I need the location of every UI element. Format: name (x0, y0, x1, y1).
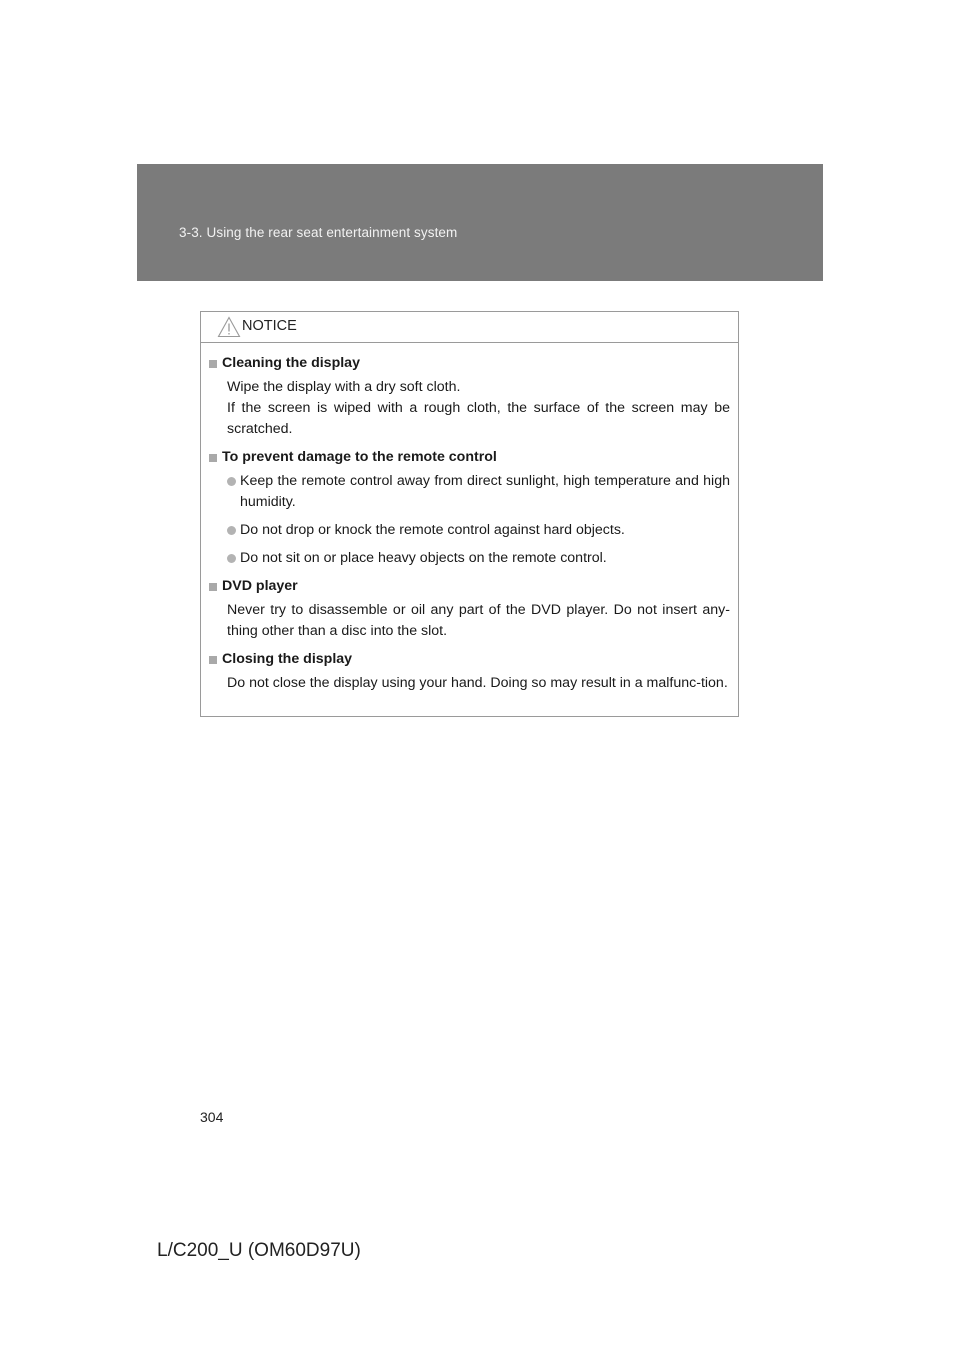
notice-label: NOTICE (242, 318, 297, 334)
section-title: 3-3. Using the rear seat entertainment system (179, 225, 458, 240)
bullet-text: Keep the remote control away from direct sunlight, high temperature and high humidity. (240, 473, 730, 510)
section-heading: Cleaning the display (222, 355, 360, 371)
paragraph: Wipe the display with a dry soft cloth. (227, 379, 461, 395)
paragraph: Do not close the display using your hand. Doing so may result in a malfunc-tion. (227, 675, 728, 691)
section-header-band (137, 164, 823, 281)
bullet-dot (227, 477, 236, 486)
warning-triangle-icon (217, 316, 241, 338)
paragraph: Never try to disassemble or oil any part of the DVD player. Do not insert any-thing other than a disc into the slot. (227, 602, 730, 639)
square-marker (209, 656, 217, 664)
square-marker (209, 360, 217, 368)
square-marker (209, 583, 217, 591)
bullet-dot (227, 526, 236, 535)
paragraph: If the screen is wiped with a rough cloth, the surface of the screen may be scratched. (227, 400, 730, 437)
section-heading: Closing the display (222, 651, 353, 667)
bullet-text: Do not sit on or place heavy objects on the remote control. (240, 550, 607, 566)
bullet-dot (227, 554, 236, 563)
bullet-item (227, 520, 730, 541)
bullet-item (227, 548, 730, 569)
section-heading-row (209, 576, 730, 597)
notice-header (201, 312, 738, 343)
notice-body (201, 343, 738, 694)
footer-code: L/C200_U (OM60D97U) (157, 1240, 361, 1261)
section-heading: To prevent damage to the remote control (222, 449, 497, 465)
square-marker (209, 454, 217, 462)
section-heading: DVD player (222, 578, 298, 594)
notice-box (200, 311, 739, 717)
bullet-text: Do not drop or knock the remote control against hard objects. (240, 522, 625, 538)
section-heading-row (209, 649, 730, 670)
bullet-item (227, 471, 730, 513)
section-heading-row (209, 447, 730, 468)
page-number: 304 (200, 1109, 224, 1125)
section-heading-row (209, 353, 730, 374)
